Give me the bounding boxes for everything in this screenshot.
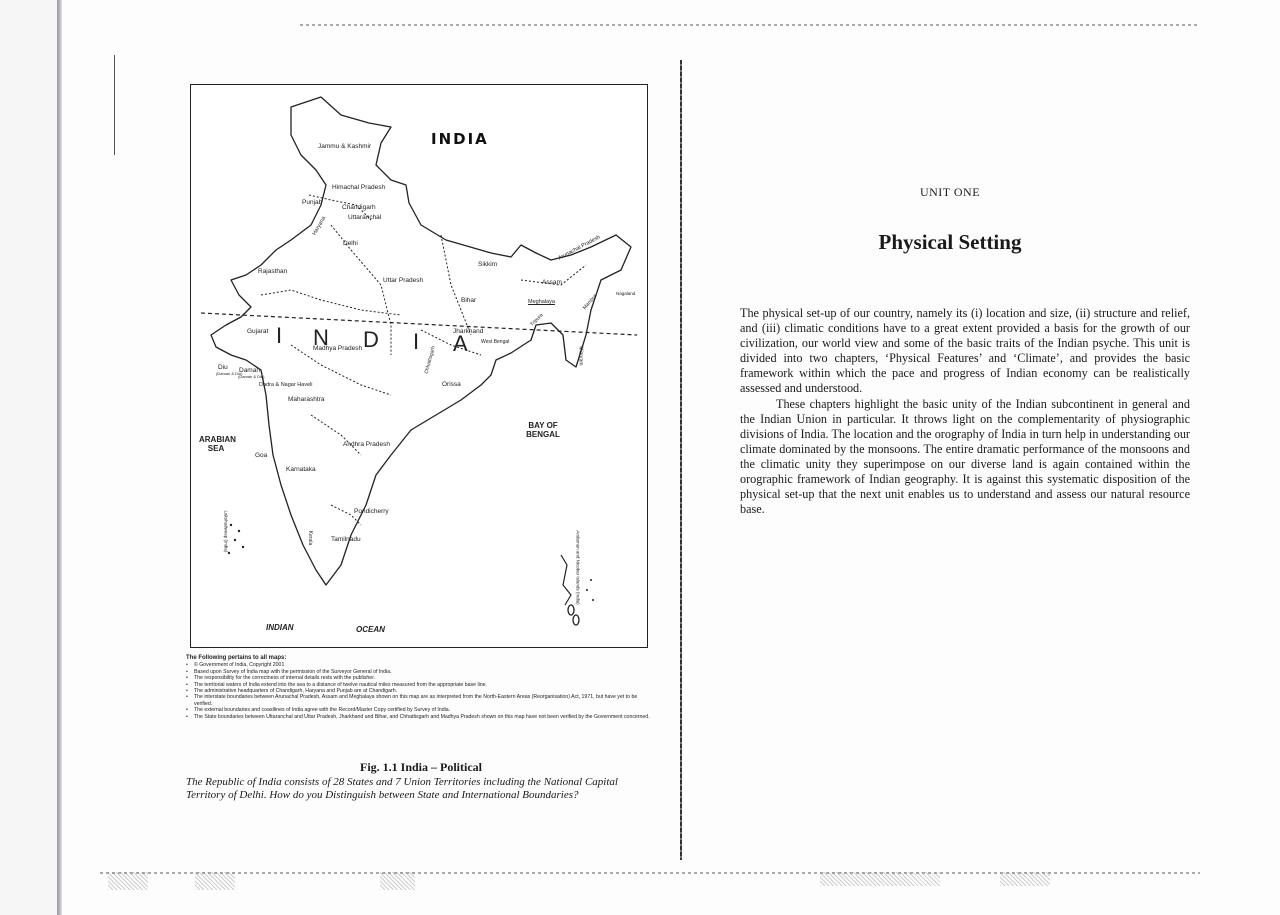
state-label: Rajasthan	[258, 268, 288, 275]
state-label: Dadra & Nagar Haveli	[259, 382, 313, 388]
state-label: Arunachal Pradesh	[557, 234, 602, 262]
state-label: Mizoram	[577, 346, 584, 366]
map-letter: D	[363, 327, 379, 352]
figure-description: The Republic of India consists of 28 States and 7 Union Territories including the National Capital Territory of Delhi. How do you Distinguish between State and International Boundaries?	[186, 776, 618, 801]
state-label: Kerala	[307, 530, 314, 546]
state-label: Uttaranchal	[348, 214, 382, 221]
note-item: • The State boundaries between Uttaranchal and Uttar Pradesh, Jharkhand and Bihar, and Chhattisgarh and Madhya Pradesh shown on this map have not been verified by the Government concerned.	[186, 714, 656, 720]
scanner-left-margin	[0, 0, 58, 915]
scan-noise	[820, 872, 940, 886]
state-label: Daman	[239, 367, 260, 374]
state-label: Jammu & Kashmir	[318, 143, 372, 150]
state-label: Punjab	[302, 199, 323, 206]
figure-caption: Fig. 1.1 India – Political	[359, 760, 482, 774]
state-label: Uttar Pradesh	[383, 277, 424, 284]
state-label: Nagaland	[616, 291, 636, 296]
note-item: • The responsibility for the correctness of internal details rests with the publisher.	[186, 675, 656, 681]
state-label: Chhattisgarh	[423, 345, 437, 375]
state-label: Tamilnadu	[331, 536, 361, 543]
state-label: Delhi	[343, 240, 358, 247]
state-label: Manipur	[581, 293, 599, 311]
paragraph: The physical set-up of our country, namely its (i) location and size, (ii) structure and relief, and (iii) climatic conditions have to a great extent provided a basis for the growth of our civilization, our world view and some of the basic traits of the Indian psyche. This unit is divided into two chapters, ‘Physical Features’ and ‘Climate’, and provides the basic framework within which the pace and progress of Indian economy can be realistically assessed and understood.	[740, 306, 1190, 396]
state-label: Chandigarh	[342, 204, 376, 211]
paragraph: These chapters highlight the basic unity of the Indian subcontinent in general and the Indian Union in particular. It throws light on the complementarity of physiographic divisions of India. The location and the orography of India in turn help in understanding our climate dominated by the monsoons. The entire dramatic performance of the monsoons and the climatic unity they superimpose on our diverse land is again contained within the orographic framework of Indian geography. It is against this systematic disposition of the physical set-up that the next unit enables us to understand and assess our natural resource base.	[740, 396, 1190, 517]
note-item: • The administrative headquarters of Chandigarh, Haryana and Punjab are at Chandigarh.	[186, 688, 656, 694]
state-label: Diu	[218, 364, 228, 371]
state-label: Meghalaya	[528, 299, 555, 305]
ocean-label-left: INDIAN	[266, 623, 294, 632]
state-label: Orissa	[442, 381, 461, 388]
ocean-label-right: OCEAN	[356, 625, 385, 634]
state-label: Karnataka	[286, 466, 316, 473]
notes-heading: The Following pertains to all maps:	[186, 655, 287, 661]
note-item: • The external boundaries and coastlines of India agree with the Record/Master Copy certified by Survey of India.	[186, 707, 656, 713]
unit-label: UNIT ONE	[919, 185, 981, 199]
scan-artifact-top	[300, 24, 1200, 26]
map-letter: N	[313, 325, 329, 350]
note-item: • The interstate boundaries between Arunachal Pradesh, Assam and Meghalaya shown on this map are as interpreted from the North-Eastern Areas (Reorganisation) Act, 1971, but have yet to be verified.	[186, 694, 656, 707]
india-political-map	[190, 84, 648, 648]
state-label: Goa	[255, 452, 268, 459]
scan-noise	[195, 872, 235, 890]
scan-noise	[380, 872, 415, 890]
state-label: Madhya Pradesh	[313, 345, 363, 352]
note-item: • Based upon Survey of India map with the permission of the Surveyor General of India.	[186, 669, 656, 675]
map-notes	[186, 655, 656, 720]
page-gutter-divider	[680, 60, 682, 860]
state-label: West Bengal	[481, 339, 510, 345]
state-label: Andaman and Nicobar Islands (India)	[575, 530, 581, 605]
state-label: Assam	[542, 279, 562, 286]
state-label: (Daman & Diu)	[238, 374, 265, 379]
state-label: Haryana	[311, 215, 328, 237]
state-label: Gujarat	[247, 328, 269, 335]
scan-noise	[108, 872, 148, 890]
state-label: Sikkim	[478, 261, 498, 268]
map-letter: I	[413, 329, 420, 354]
scan-noise	[1000, 872, 1050, 886]
note-item: • © Government of India, Copyright 2001	[186, 662, 656, 668]
state-label: Himachal Pradesh	[332, 184, 386, 191]
map-title: INDIA	[431, 130, 489, 148]
map-letter: A	[453, 331, 468, 356]
chapter-title: Physical Setting	[878, 230, 1022, 254]
sea-label-bay: BAY OF BENGAL	[526, 421, 560, 439]
sea-label-arabian: ARABIAN SEA	[199, 435, 236, 453]
book-spine-shadow	[57, 0, 62, 915]
state-label: Pondicherry	[354, 508, 389, 515]
state-label: Maharashtra	[288, 396, 325, 403]
margin-line	[114, 55, 115, 155]
state-label: Jharkhand	[453, 328, 484, 335]
state-label: Bihar	[461, 297, 477, 304]
state-label: (Daman & Diu)	[216, 371, 243, 376]
state-label: Lakshadweep (India)	[223, 510, 229, 553]
state-label: Tripura	[529, 312, 545, 328]
note-item: • The territorial waters of India extend into the sea to a distance of twelve nautical miles measured from the appropriate base line.	[186, 682, 656, 688]
map-letter: I	[276, 323, 283, 348]
state-label: Andhra Pradesh	[343, 441, 390, 448]
body-text	[740, 306, 1190, 517]
